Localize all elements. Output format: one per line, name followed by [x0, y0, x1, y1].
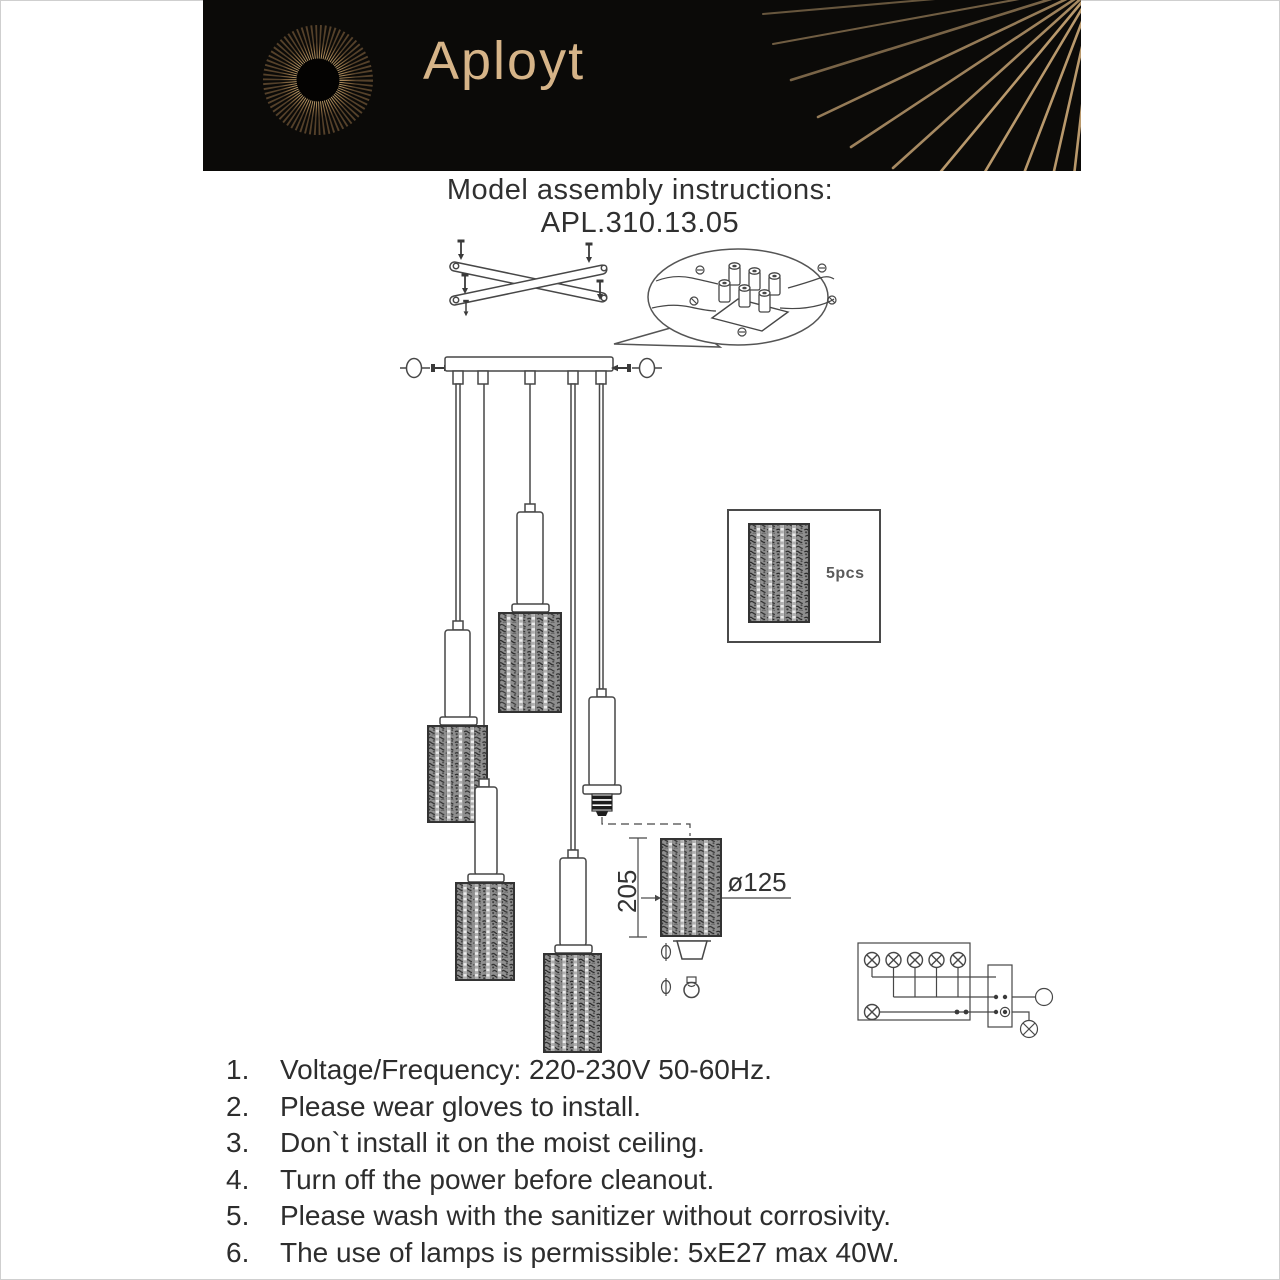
pendant-cord — [456, 384, 460, 622]
instruction-text: Turn off the power before cleanout. — [280, 1163, 715, 1195]
terminal-strip — [988, 965, 1012, 1027]
brand-banner — [203, 0, 1081, 171]
lamp-socket-icon — [592, 794, 612, 816]
model-number: APL.310.13.05 — [540, 207, 740, 239]
instruction-item — [226, 1198, 1126, 1235]
crystal-shade — [456, 883, 514, 980]
phi-screw-icon — [662, 978, 671, 996]
instruction-item — [226, 1125, 1126, 1162]
instruction-text: Don`t install it on the moist ceiling. — [280, 1127, 705, 1158]
ceiling-canopy — [400, 357, 662, 384]
shade-detail — [612, 838, 791, 998]
title-block — [0, 174, 1280, 239]
instruction-number: 6. — [226, 1236, 250, 1268]
phi-screw-icon — [662, 943, 671, 961]
wires — [872, 968, 996, 1013]
pendant-cord — [600, 384, 604, 689]
lamp-symbol-icon — [1021, 1021, 1038, 1038]
instruction-item — [226, 1235, 1126, 1272]
diameter-dim-label: ø125 — [727, 867, 787, 897]
eye-bolt-icon — [400, 359, 430, 378]
screw-icon — [586, 243, 593, 264]
connector-callout — [614, 249, 836, 347]
lamp-symbol-icon — [951, 953, 966, 968]
instruction-number: 5. — [226, 1200, 250, 1231]
screw-icon — [611, 364, 631, 372]
instruction-number: 1. — [226, 1054, 250, 1085]
pendant-5 — [583, 689, 690, 836]
page-title: Model assembly instructions: — [446, 174, 834, 206]
instruction-number: 4. — [226, 1163, 250, 1195]
instruction-text: Please wear gloves to install. — [280, 1090, 642, 1122]
crystal-shade — [499, 613, 561, 712]
wiring-diagram — [858, 943, 1053, 1038]
lamp-symbol-icon — [865, 953, 880, 968]
brand-name: Aployt — [423, 31, 586, 91]
lamp-symbol-icon — [929, 953, 944, 968]
screw-icon — [458, 240, 465, 261]
eye-bolt-icon — [632, 359, 662, 378]
dashed-guide-line — [602, 817, 690, 836]
crystal-shade — [661, 839, 721, 936]
parts-box — [728, 510, 880, 642]
pendant-cord — [571, 384, 575, 850]
instruction-text: Please wash with the sanitizer without corrosivity. — [280, 1200, 892, 1231]
instruction-item — [226, 1162, 1126, 1199]
instruction-number: 3. — [226, 1127, 250, 1158]
power-node-icon — [1036, 989, 1053, 1006]
crystal-shade — [749, 524, 809, 622]
instruction-text: Voltage/Frequency: 220-230V 50-60Hz. — [280, 1054, 772, 1085]
shade-ring-icon — [673, 941, 711, 959]
bulb-icon — [684, 977, 699, 998]
pendant-4 — [544, 850, 601, 1052]
instruction-number: 2. — [226, 1090, 250, 1122]
parts-count-label: 5pcs — [826, 565, 865, 582]
cord-hangers — [453, 371, 606, 384]
instructions-list — [226, 1052, 1126, 1271]
height-dim-label: 205 — [612, 869, 642, 913]
instruction-item — [226, 1089, 1126, 1126]
assembly-diagram — [0, 236, 1280, 1060]
pendant-3 — [499, 504, 561, 712]
instruction-text: The use of lamps is permissible: 5xE27 max 40W. — [280, 1236, 900, 1268]
corner-rays-icon — [203, 0, 1081, 171]
crystal-shade — [544, 954, 601, 1052]
screw-icon — [462, 274, 469, 295]
lamp-symbol-icon — [865, 1005, 880, 1020]
instruction-item — [226, 1052, 1126, 1089]
lamp-symbol-icon — [908, 953, 923, 968]
lamp-symbol-icon — [886, 953, 901, 968]
mounting-brackets — [449, 240, 607, 317]
